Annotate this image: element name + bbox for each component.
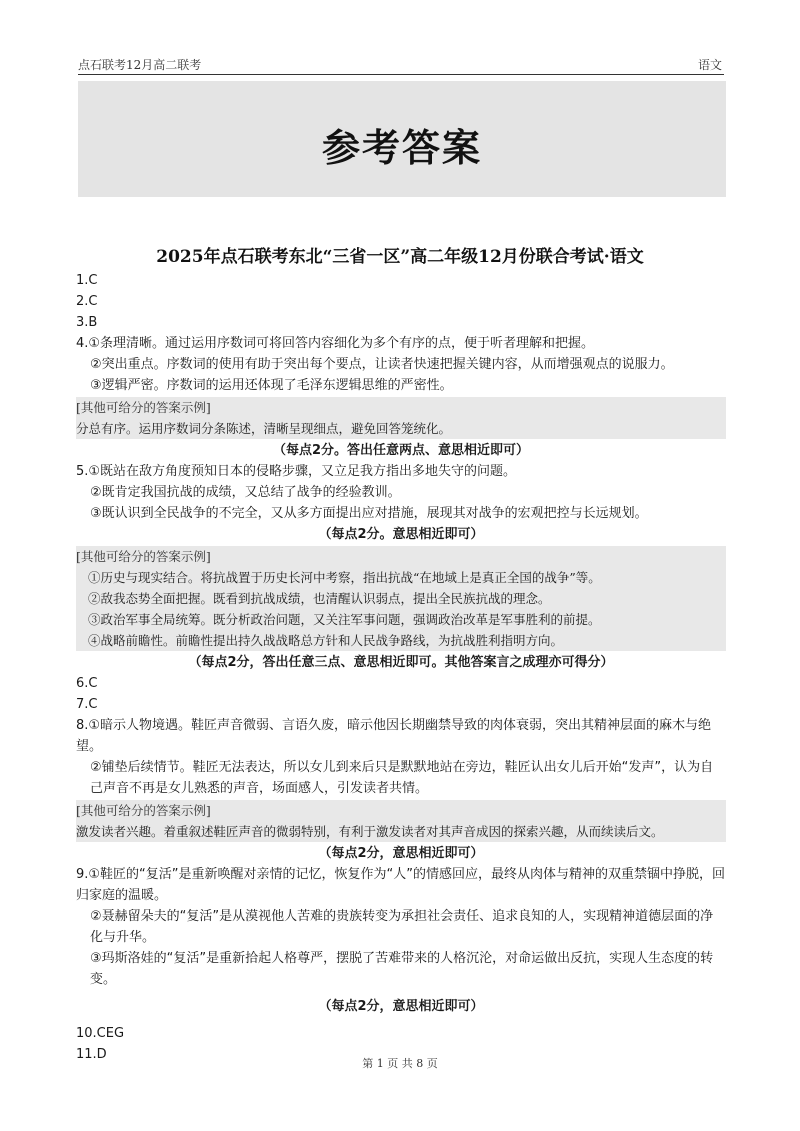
- banner-title: 参考答案: [321, 125, 482, 170]
- answer-q4-point2: ②突出重点。序数词的使用有助于突出每个要点，让读者快速把握关键内容，从而增强观点的说服力。: [90, 357, 674, 372]
- answer-q4-point3: ③逻辑严密。序数词的运用还体现了毛泽东逻辑思维的严密性。: [90, 378, 453, 393]
- answer-q3: 3.B: [76, 315, 98, 330]
- example-box-q4: [76, 397, 726, 439]
- example-q5-4: ④战略前瞻性。前瞻性提出持久战战略总方针和人民战争路线，为抗战胜利指明方向。: [88, 633, 564, 648]
- answer-q1: 1.C: [76, 273, 98, 288]
- score-note-q8: （每点2分，意思相近即可）: [318, 846, 484, 861]
- title-banner: [78, 81, 726, 197]
- example-q5-2: ②敌我态势全面把握。既看到抗战成绩，也清醒认识弱点，提出全民族抗战的理念。: [88, 591, 551, 606]
- score-note-q5-examples: （每点2分，答出任意三点、意思相近即可。其他答案言之成理亦可得分）: [188, 655, 614, 670]
- example-q5-1: ①历史与现实结合。将抗战置于历史长河中考察，指出抗战“在地域上是真正全国的战争”等。: [88, 570, 601, 585]
- answer-q5-point1: 5.①既站在敌方角度预知日本的侵略步骤，又立足我方指出多地失守的问题。: [76, 464, 517, 479]
- example-heading: [其他可给分的答案示例]: [76, 549, 211, 564]
- score-note-q9: （每点2分，意思相近即可）: [318, 999, 484, 1014]
- header-exam-name: 点石联考12月高二联考: [78, 58, 202, 72]
- answer-q6: 6.C: [76, 676, 98, 691]
- answer-q7: 7.C: [76, 697, 98, 712]
- score-note-q5: （每点2分。意思相近即可）: [318, 527, 484, 542]
- answer-q5-point3: ③既认识到全民战争的不完全，又从多方面提出应对措施，展现其对战争的宏观把控与长远规划。: [90, 506, 648, 521]
- page-number: 第 1 页 共 8 页: [362, 1057, 438, 1070]
- example-q4-1: 分总有序。运用序数词分条陈述，清晰呈现细点，避免回答笼统化。: [76, 421, 452, 436]
- answer-q10: 10.CEG: [76, 1026, 125, 1041]
- example-q8-1: 激发读者兴趣。着重叙述鞋匠声音的微弱特别，有利于激发读者对其声音成因的探索兴趣，从而续读后文。: [76, 824, 664, 839]
- answer-q5-point2: ②既肯定我国抗战的成绩，又总结了战争的经验教训。: [90, 485, 401, 500]
- example-box-q8: [76, 800, 726, 842]
- answer-q4-point1: 4.①条理清晰。通过运用序数词可将回答内容细化为多个有序的点，便于听者理解和把握。: [76, 336, 595, 351]
- answer-q11: 11.D: [76, 1047, 107, 1062]
- answer-q9-point2: ②聂赫留朵夫的“复活”是从漠视他人苦难的贵族转变为承担社会责任、追求良知的人，实现精神道德层面的净化与升华。: [90, 909, 714, 945]
- example-heading: [其他可给分的答案示例]: [76, 400, 211, 415]
- example-heading: [其他可给分的答案示例]: [76, 803, 211, 818]
- answer-q2: 2.C: [76, 294, 98, 309]
- example-box-q5: [76, 546, 726, 651]
- score-note-q4: （每点2分。答出任意两点、意思相近即可）: [272, 443, 530, 458]
- answer-q9-point3: ③玛斯洛娃的“复活”是重新拾起人格尊严，摆脱了苦难带来的人格沉沦，对命运做出反抗，实现人生态度的转变。: [90, 951, 714, 987]
- header-subject: 语文: [697, 58, 722, 72]
- example-q5-3: ③政治军事全局统筹。既分析政治问题，又关注军事问题，强调政治改革是军事胜利的前提。: [88, 612, 601, 627]
- answer-q8-point2: ②铺垫后续情节。鞋匠无法表达，所以女儿到来后只是默默地站在旁边，鞋匠认出女儿后开始“发声”，认为自己声音不再是女儿熟悉的声音，场面感人，引发读者共情。: [90, 760, 714, 796]
- answer-content: [76, 270, 726, 1065]
- page-header: [78, 56, 724, 75]
- answer-q8-point1: 8.①暗示人物境遇。鞋匠声音微弱、言语久废，暗示他因长期幽禁导致的肉体衰弱，突出其精神层面的麻木与绝望。: [76, 718, 712, 754]
- answer-q9-point1: 9.①鞋匠的“复活”是重新唤醒对亲情的记忆，恢复作为“人”的情感回应，最终从肉体与精神的双重禁锢中挣脱，回归家庭的温暖。: [76, 867, 725, 903]
- exam-title: 2025年点石联考东北“三省一区”高二年级12月份联合考试·语文: [156, 247, 644, 267]
